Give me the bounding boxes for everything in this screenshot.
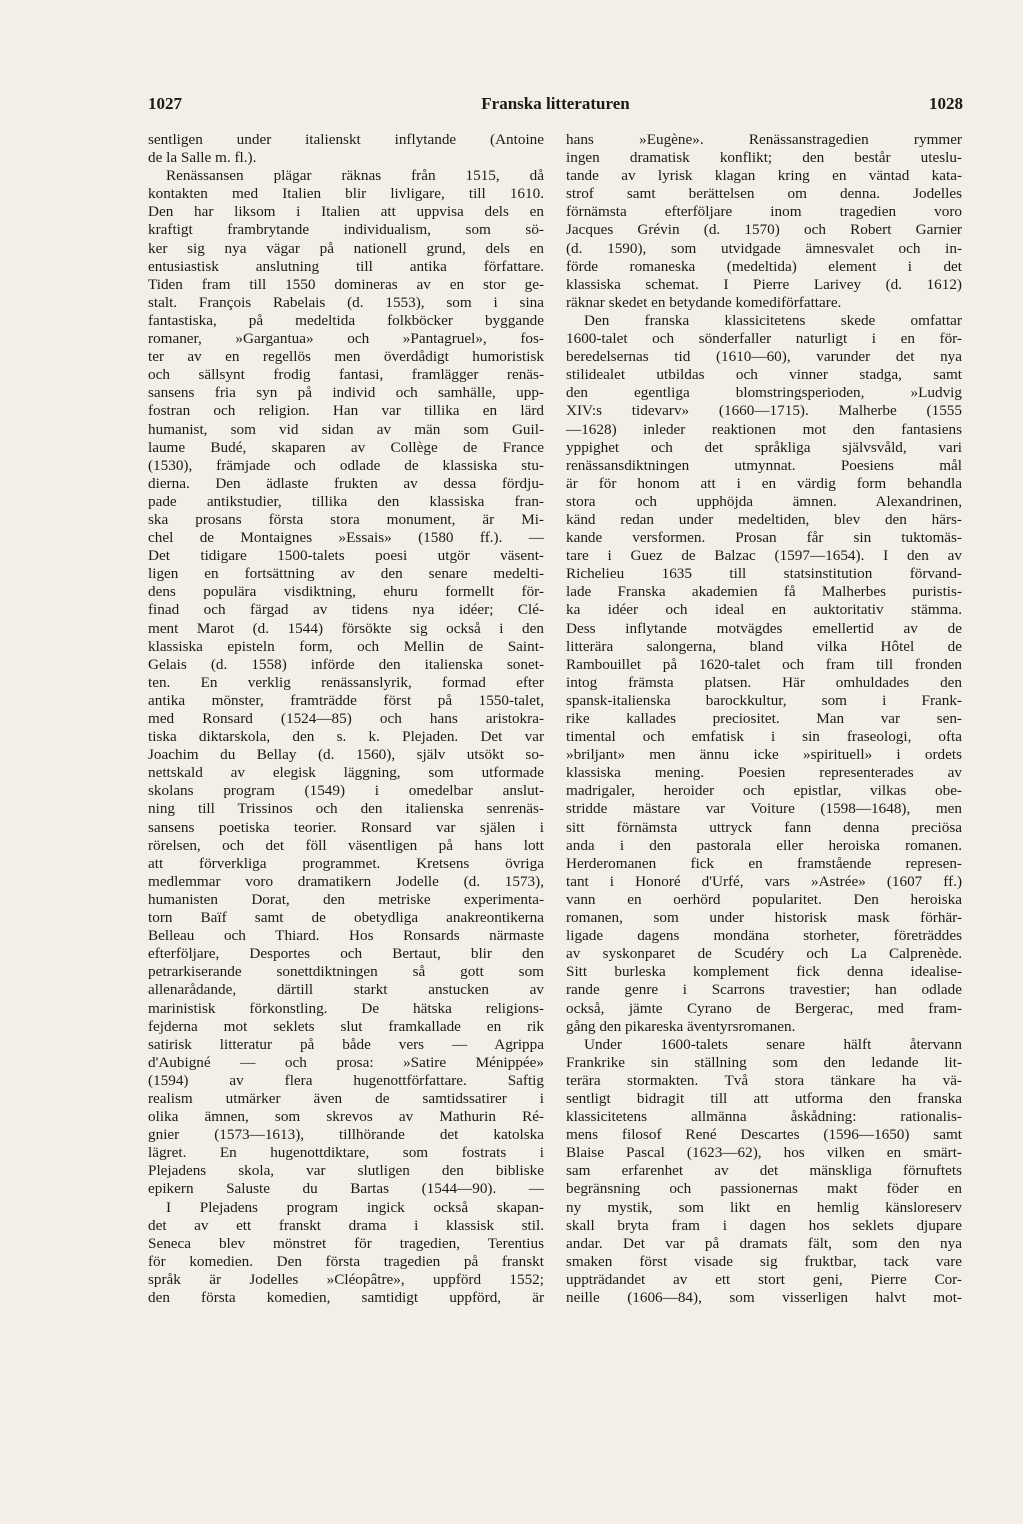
- text-line: sansens fria syn på individ och samhälle, upp-: [148, 384, 544, 402]
- text-line: d'Aubigné — och prosa: »Satire Ménippée»: [148, 1053, 544, 1071]
- text-line: Belleau och Thiard. Hos Ronsards närmaste: [148, 927, 544, 945]
- text-line: Frankrike sin ställning som den ledande lit-: [566, 1053, 962, 1071]
- text-line: stilidealet utbildas och vinner stadga, samt: [566, 366, 962, 384]
- text-line: också, jämte Cyrano de Bergerac, med fram-: [566, 999, 962, 1017]
- text-line: tiska diktarskola, den s. k. Plejaden. Det var: [148, 728, 544, 746]
- text-line: chel de Montaignes »Essais» (1580 ff.). —: [148, 529, 544, 547]
- text-line: det av ett franskt drama i klassisk stil.: [148, 1216, 544, 1234]
- text-line: förde romaneska (medeltida) element i det: [566, 257, 962, 275]
- text-line: yppighet och det språkliga självsvåld, vari: [566, 438, 962, 456]
- text-line: begränsning och passionernas makt föder en: [566, 1180, 962, 1198]
- text-line: entusiastisk anslutning till antika författare.: [148, 257, 544, 275]
- text-line: »briljant» men ännu icke »spirituell» i ordets: [566, 746, 962, 764]
- text-line: tare i Guez de Balzac (1597—1654). I den av: [566, 547, 962, 565]
- text-line: —1628) inleder reaktionen mot den fantasiens: [566, 420, 962, 438]
- text-line: av syskonparet de Scudéry och La Calprenède.: [566, 945, 962, 963]
- text-line: beredelsernas tid (1610—60), varunder det nya: [566, 348, 962, 366]
- text-line: Den franska klassicitetens skede omfattar: [584, 311, 962, 329]
- text-line: Rambouillet på 1620-talet och fram till fronden: [566, 655, 962, 673]
- text-line: Gelais (d. 1558) införde den italienska sonet-: [148, 655, 544, 673]
- text-line: terära stormakten. Två stora tänkare ha vä-: [566, 1071, 962, 1089]
- text-line: anda i den pastorala eller heroiska romanen.: [566, 836, 962, 854]
- text-line: rande genre i Scarrons travestier; han odlade: [566, 981, 962, 999]
- text-line: ligen en fortsättning av den senare medelti-: [148, 565, 544, 583]
- text-line: är för honom att i en värdig form behandla: [566, 474, 962, 492]
- running-title: Franska litteraturen: [481, 94, 630, 113]
- text-line: för komedien. Den första tragedien på franskt: [148, 1252, 544, 1270]
- text-line: spansk-italienska barockkultur, som i Frank-: [566, 691, 962, 709]
- text-line: andar. Det var på dramats fält, som den nya: [566, 1234, 962, 1252]
- text-line: skall bryta fram i dagen hos seklets djupare: [566, 1216, 962, 1234]
- text-line: intog främsta platsen. Här omhuldades den: [566, 673, 962, 691]
- text-line: Plejadens skola, var slutligen den bibliske: [148, 1162, 544, 1180]
- text-line: lade Franska akademien få Malherbes puristis-: [566, 583, 962, 601]
- text-line: Sitt burleska komplement fick denna idealise-: [566, 963, 962, 981]
- text-line: stora och upphöjda ämnen. Alexandrinen,: [566, 492, 962, 510]
- text-line: förnämsta efterföljare inom tragedien voro: [566, 203, 962, 221]
- text-line: Jacques Grévin (d. 1570) och Robert Garnier: [566, 221, 962, 239]
- text-line: epikern Saluste du Bartas (1544—90). —: [148, 1180, 544, 1198]
- text-line: (1530), främjade och odlade de klassiska stu-: [148, 456, 544, 474]
- text-line: strof samt berättelsen om denna. Jodelles: [566, 185, 962, 203]
- text-line: ment Marot (d. 1544) försökte sig också i den: [148, 619, 544, 637]
- text-line: fantastiska, på medeltida folkböcker byggande: [148, 311, 544, 329]
- text-line: 1600-talet och sönderfaller naturligt i en för-: [566, 330, 962, 348]
- text-line: dierna. Den ädlaste frukten av dessa fördju-: [148, 474, 544, 492]
- text-line: Herderomanen fick en framstående represen-: [566, 854, 962, 872]
- text-line: mens filosof René Descartes (1596—1650) samt: [566, 1126, 962, 1144]
- text-line: Tiden fram till 1550 domineras av en stor ge-: [148, 275, 544, 293]
- text-line: gång den pikareska äventyrsromanen.: [566, 1017, 796, 1035]
- text-line: ingen dramatisk konflikt; den består uteslu-: [566, 149, 962, 167]
- text-line: smaken först visade sig fruktbar, tack vare: [566, 1252, 962, 1270]
- text-line: klassicitetens allmänna åskådning: rationalis-: [566, 1108, 962, 1126]
- text-line: uppträdandet av ett stort geni, Pierre Cor-: [566, 1270, 962, 1288]
- text-line: satirisk litteratur på både vers — Agrippa: [148, 1035, 544, 1053]
- page-number-right: 1028: [929, 94, 963, 113]
- text-line: ker sig nya vägar på nationell grund, dels en: [148, 239, 544, 257]
- text-line: den första komedien, samtidigt uppförd, är: [148, 1289, 544, 1306]
- text-line: språk är Jodelles »Cléopâtre», uppförd 1552;: [148, 1270, 544, 1288]
- text-line: sentligt bidragit till att utforma den franska: [566, 1089, 962, 1107]
- text-line: neille (1606—84), som visserligen halvt mot-: [566, 1289, 962, 1306]
- text-line: dens populära visdiktning, ehuru formellt för-: [148, 583, 544, 601]
- text-line: humanist, som vid sidan av män som Guil-: [148, 420, 544, 438]
- text-line: gnier (1573—1613), tillhörande det katolska: [148, 1126, 544, 1144]
- text-line: Dess inflytande motvägdes emellertid av de: [566, 619, 962, 637]
- left-text-column: [148, 131, 544, 1307]
- text-line: rike kallades preciositet. Man var sen-: [566, 710, 962, 727]
- text-line: antika mönster, framträdde först på 1550-talet,: [148, 691, 544, 709]
- text-line: marinistisk förkonstling. De hätska religions-: [148, 999, 544, 1017]
- text-line: petrarkiserande sonettdiktningen så gott som: [148, 963, 544, 981]
- text-line: Under 1600-talets senare hälft återvann: [584, 1035, 962, 1053]
- page-number-left: 1027: [148, 94, 182, 113]
- text-line: stridde mästare var Voiture (1598—1648), men: [566, 800, 962, 818]
- text-line: kontakten med Italien blir livligare, till 1610.: [148, 185, 544, 203]
- text-line: Det tidigare 1500-talets poesi utgör väsent-: [148, 547, 544, 565]
- text-line: Richelieu 1635 till statsinstitution förvand-: [566, 565, 962, 583]
- text-line: medlemmar voro dramatikern Jodelle (d. 1573),: [148, 872, 544, 890]
- text-line: efterföljare, Desportes och Bertaut, blir den: [148, 945, 544, 963]
- text-line: tande av lyrisk klagan kring en väntad kata-: [566, 167, 962, 185]
- text-line: ning till Trissinos och den italienska senrenäs-: [148, 800, 544, 818]
- text-line: att förverkliga programmet. Kretsens övriga: [148, 854, 544, 872]
- right-text-column: [566, 131, 962, 1307]
- text-line: stalt. François Rabelais (d. 1553), som i sina: [148, 293, 544, 311]
- text-line: ka idéer och ideal en auktoritativ stämma.: [566, 601, 962, 619]
- text-line: laume Budé, skaparen av Collège de France: [148, 438, 544, 456]
- text-line: pade antikstudier, tillika den klassiska fran-: [148, 492, 544, 510]
- text-line: nettskald av elegisk läggning, som utformade: [148, 764, 544, 782]
- text-line: finad och färgad av tidens nya idéer; Clé-: [148, 601, 544, 619]
- text-line: vann en oerhörd popularitet. Den heroiska: [566, 890, 962, 908]
- text-line: kraftigt frambrytande individualism, som sö-: [148, 221, 544, 239]
- text-line: känd redan under medeltiden, blev den härs-: [566, 510, 962, 528]
- running-header: [148, 90, 963, 120]
- text-line: sitt förnämsta uttryck fann denna preciösa: [566, 818, 962, 836]
- text-line: Joachim du Bellay (d. 1560), själv utsökt so-: [148, 746, 544, 764]
- text-line: klassiska episteln form, och Mellin de Saint-: [148, 637, 544, 655]
- text-line: den egentliga blomstringsperioden, »Ludvig: [566, 384, 962, 402]
- text-line: de la Salle m. fl.).: [148, 149, 257, 167]
- text-line: med Ronsard (1524—85) och hans aristokra-: [148, 710, 544, 727]
- text-line: sansens poetiska teorier. Ronsard var själen i: [148, 818, 544, 836]
- text-line: (d. 1590), som utvidgade ämnesvalet och in-: [566, 239, 962, 257]
- text-line: skolans program (1549) i omedelbar anslut-: [148, 782, 544, 800]
- text-line: romaner, »Gargantua» och »Pantagruel», fos-: [148, 330, 544, 348]
- text-line: Den har liksom i Italien att uppvisa dels en: [148, 203, 544, 221]
- text-line: timental och emfatisk i sin fraseologi, ofta: [566, 728, 962, 746]
- text-line: litterära salongerna, bland vilka Hôtel de: [566, 637, 962, 655]
- text-line: Seneca blev mönstret för tragedien, Terentius: [148, 1234, 544, 1252]
- text-line: ten. En verklig renässanslyrik, formad efter: [148, 673, 544, 691]
- text-line: räknar skedet en betydande komediförfattare.: [566, 293, 842, 311]
- text-line: rörelsen, och det föll väsentligen på hans lott: [148, 836, 544, 854]
- text-line: ter av en regellös men överdådigt humoristisk: [148, 348, 544, 366]
- text-line: madrigaler, heroider och epistlar, vilkas obe-: [566, 782, 962, 800]
- text-line: I Plejadens program ingick också skapan-: [166, 1198, 544, 1216]
- text-line: Blaise Pascal (1623—62), hos vilken en smärt-: [566, 1144, 962, 1162]
- text-line: ny mystik, som likt en hemlig känsloreserv: [566, 1198, 962, 1216]
- text-line: romanen, som under historisk mask förhär-: [566, 909, 962, 927]
- text-line: lägret. En hugenottdiktare, som fostrats i: [148, 1144, 544, 1162]
- text-line: klassiska schemat. I Pierre Larivey (d. 1612): [566, 275, 962, 293]
- text-line: sentligen under italienskt inflytande (Antoine: [148, 131, 544, 148]
- text-line: Renässansen plägar räknas från 1515, då: [166, 167, 544, 185]
- text-line: ska prosans första stora monument, är Mi-: [148, 510, 544, 528]
- text-line: (1594) av flera hugenottförfattare. Saftig: [148, 1071, 544, 1089]
- text-line: klassiska mening. Poesien representerades av: [566, 764, 962, 782]
- text-line: hans »Eugène». Renässanstragedien rymmer: [566, 131, 962, 148]
- text-line: renässansdiktningen utmynnat. Poesiens mål: [566, 456, 962, 474]
- text-line: humanisten Dorat, den metriske experimenta-: [148, 890, 544, 908]
- text-line: olika ämnen, som skrevos av Mathurin Ré-: [148, 1108, 544, 1126]
- text-line: XIV:s tidevarv» (1660—1715). Malherbe (1555: [566, 402, 962, 420]
- text-line: allenarådande, därtill starkt anstucken av: [148, 981, 544, 999]
- text-line: tant i Honoré d'Urfé, vars »Astrée» (1607 ff.): [566, 872, 962, 890]
- text-line: torn Baïf samt de obetydliga anakreontikerna: [148, 909, 544, 927]
- text-line: fejderna mot seklets slut framkallade en rik: [148, 1017, 544, 1035]
- text-line: kande versformen. Prosan får sin tuktomäs-: [566, 529, 962, 547]
- text-line: sam erfarenhet av det mänskliga förnuftets: [566, 1162, 962, 1180]
- text-line: ligade dagens mondäna storheter, företräddes: [566, 927, 962, 945]
- text-line: och sällsynt frodig fantasi, framlägger renäs-: [148, 366, 544, 384]
- text-line: fostran och religion. Han var tillika en lärd: [148, 402, 544, 420]
- text-line: realism utmärker även de samtidssatirer i: [148, 1089, 544, 1107]
